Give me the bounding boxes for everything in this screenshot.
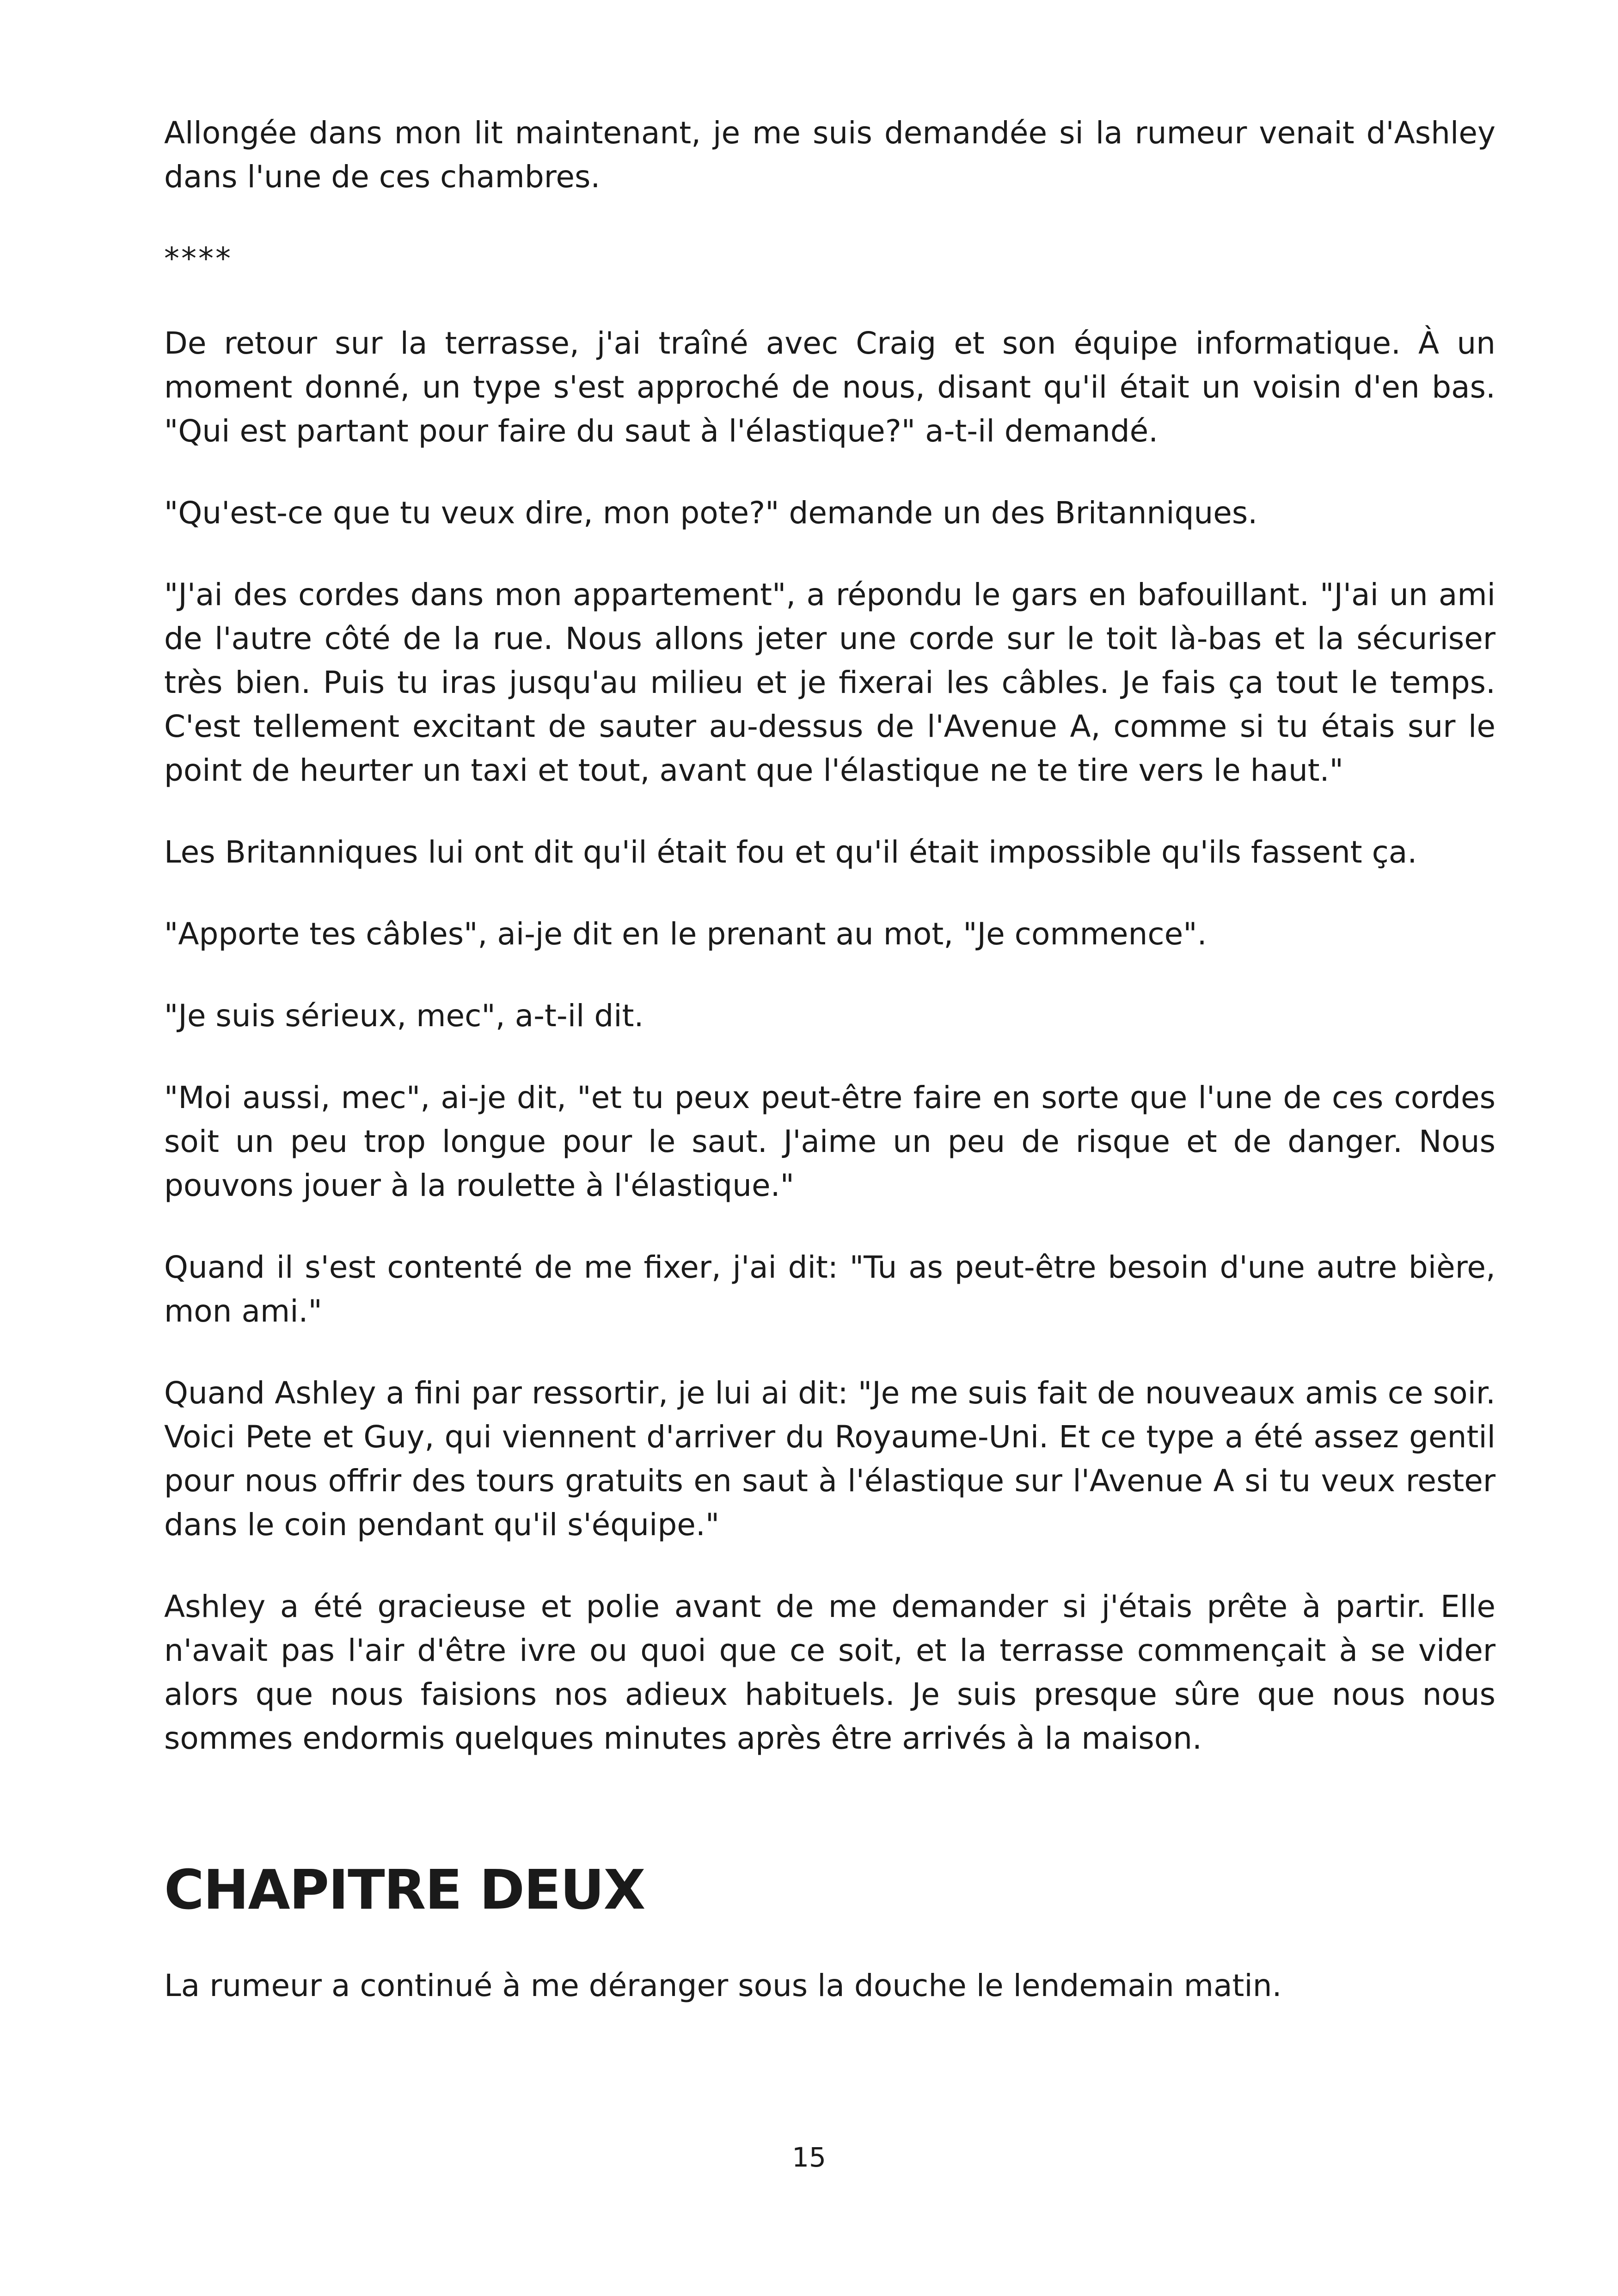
paragraph: Les Britanniques lui ont dit qu'il était fou et qu'il était impossible qu'ils fassent ça. — [164, 834, 1417, 870]
paragraph: Ashley a été gracieuse et polie avant de me demander si j'étais prête à partir. Elle n'avait pas l'air d'être ivre ou quoi que ce soit, et la terrasse commençait à se vider alors que nous faisions nos adieux habituels. Je suis presque sûre que nous nous sommes endormis quelques minutes après être arrivés à la maison. — [164, 1589, 1495, 1756]
page-body — [164, 111, 1495, 2045]
paragraph: "J'ai des cordes dans mon appartement", a répondu le gars en bafouillant. "J'ai un ami de l'autre côté de la rue. Nous allons jeter une corde sur le toit là-bas et la sécuriser très bien. Puis tu iras jusqu'au milieu et je fixerai les câbles. Je fais ça tout le temps. C'est tellement excitant de sauter au-dessus de l'Avenue A, comme si tu étais sur le point de heurter un taxi et tout, avant que l'élastique ne te tire vers le haut." — [164, 577, 1495, 788]
paragraph: "Apporte tes câbles", ai-je dit en le prenant au mot, "Je commence". — [164, 916, 1207, 952]
chapter-title: CHAPITRE DEUX — [164, 1858, 645, 1922]
paragraph: Quand Ashley a fini par ressortir, je lui ai dit: "Je me suis fait de nouveaux amis ce soir. Voici Pete et Guy, qui viennent d'arriver du Royaume-Uni. Et ce type a été assez gentil pour nous offrir des tours gratuits en saut à l'élastique sur l'Avenue A si tu veux rester dans le coin pendant qu'il s'équipe." — [164, 1375, 1495, 1543]
paragraph: La rumeur a continué à me déranger sous la douche le lendemain matin. — [164, 1968, 1282, 2003]
paragraph: De retour sur la terrasse, j'ai traîné avec Craig et son équipe informatique. À un moment donné, un type s'est approché de nous, disant qu'il était un voisin d'en bas. "Qui est partant pour faire du saut à l'élastique?" a-t-il demandé. — [164, 325, 1495, 449]
section-separator: **** — [164, 241, 233, 276]
paragraph: "Qu'est-ce que tu veux dire, mon pote?" demande un des Britanniques. — [164, 495, 1258, 531]
paragraph: "Je suis sérieux, mec", a-t-il dit. — [164, 998, 644, 1034]
paragraph: Allongée dans mon lit maintenant, je me suis demandée si la rumeur venait d'Ashley dans l'une de ces chambres. — [164, 115, 1495, 195]
paragraph: Quand il s'est contenté de me fixer, j'ai dit: "Tu as peut-être besoin d'une autre bière, mon ami." — [164, 1249, 1495, 1329]
paragraph: "Moi aussi, mec", ai-je dit, "et tu peux peut-être faire en sorte que l'une de ces cordes soit un peu trop longue pour le saut. J'aime un peu de risque et de danger. Nous pouvons jouer à la roulette à l'élastique." — [164, 1080, 1495, 1203]
page-number: 15 — [792, 2142, 826, 2173]
